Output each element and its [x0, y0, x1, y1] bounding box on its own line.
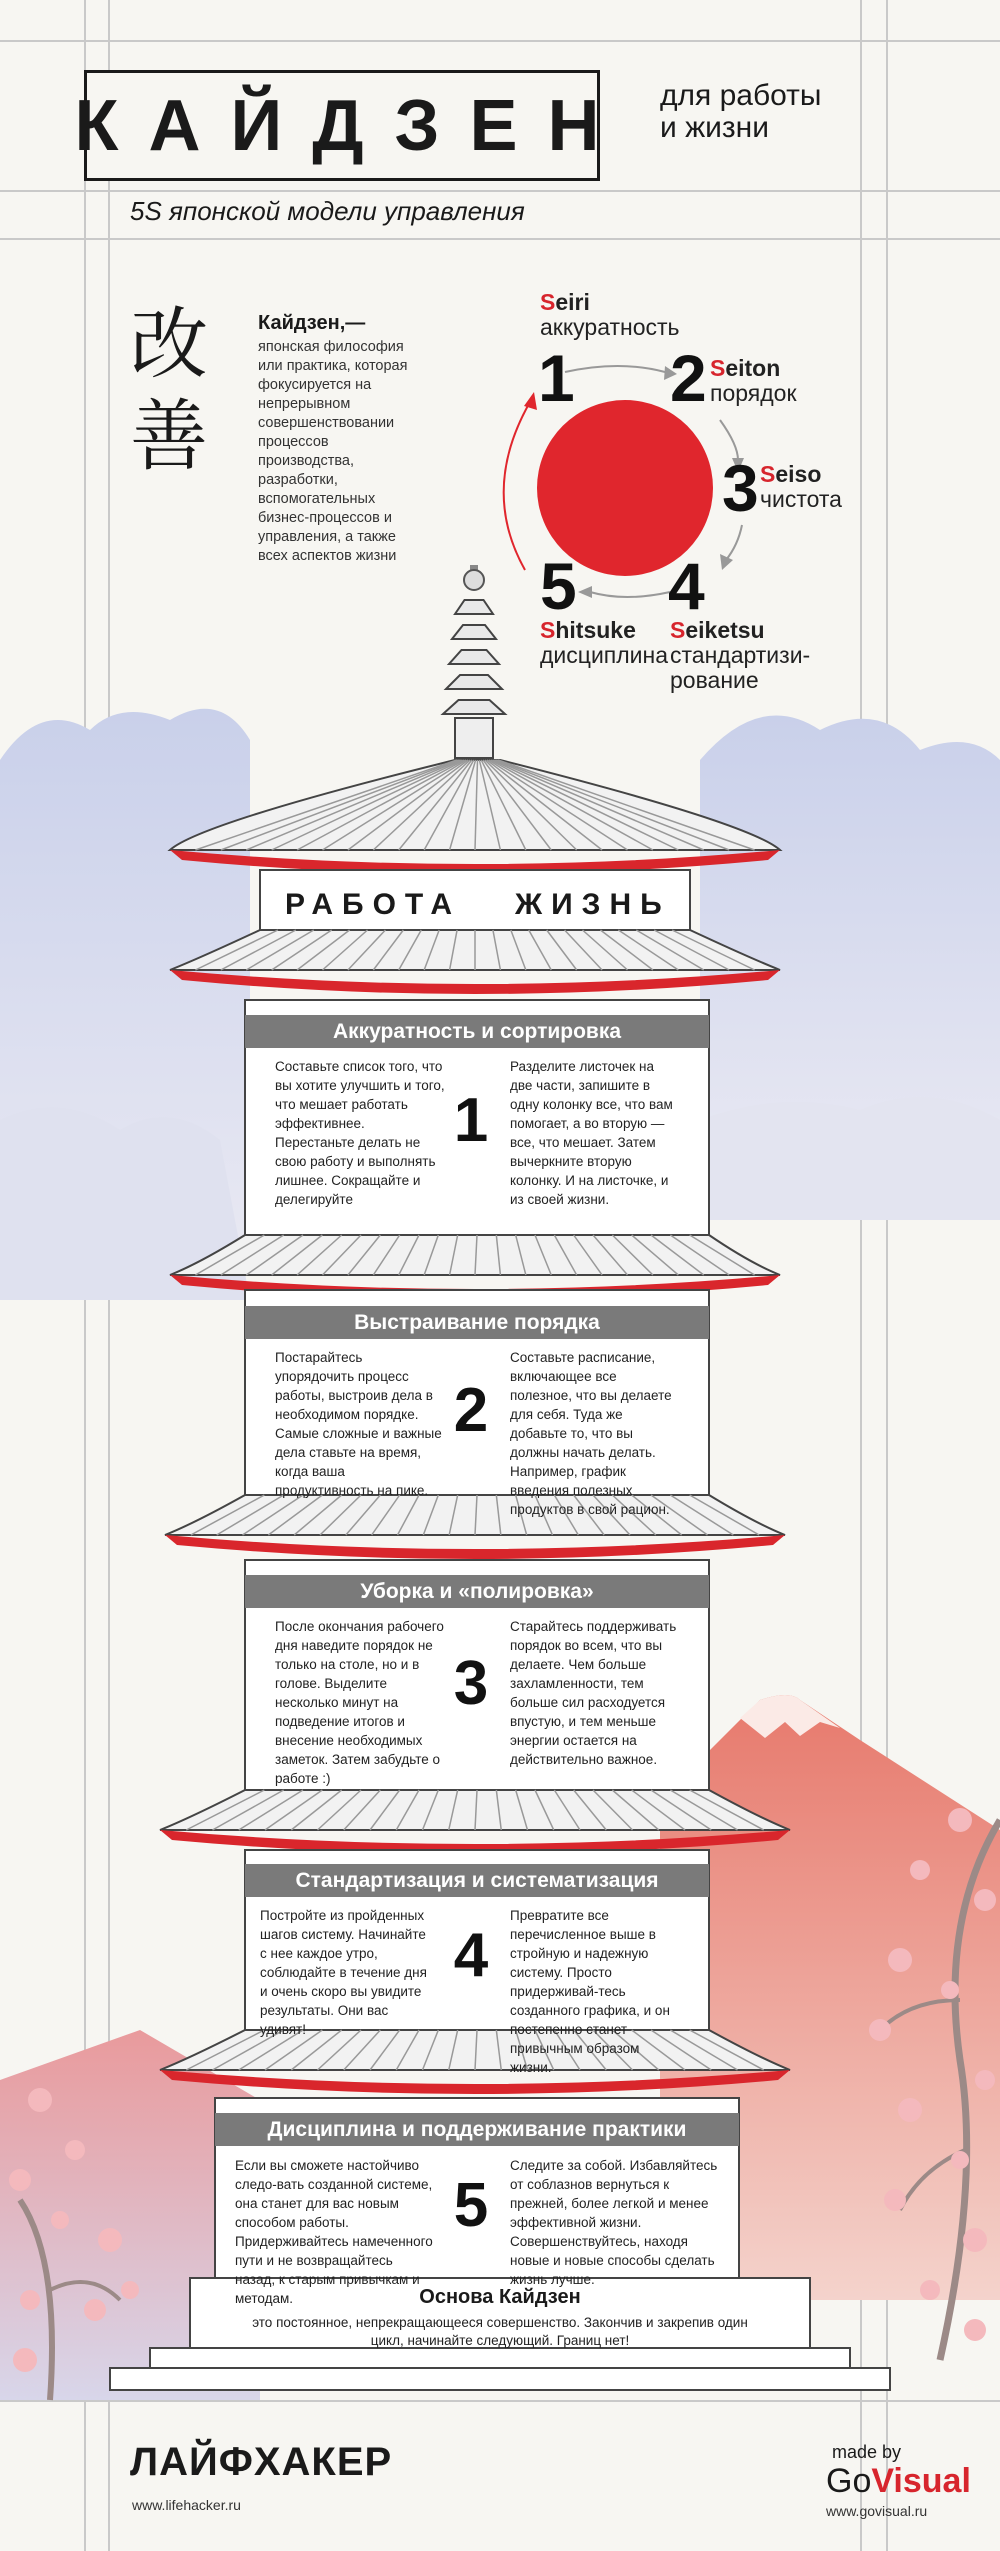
section-num-1: 1: [453, 1086, 489, 1155]
spire-ring: [446, 675, 502, 689]
step-name: hitsuke: [555, 617, 636, 643]
definition-text: японская философия или практика, которая фокусируется на непрерывном совершенствовании процессов производства, разработки, вспомогательных бизнес-процессов и управления, а также всех аспектов жизни: [258, 339, 408, 564]
govisual-visual: Visual: [871, 2462, 971, 2500]
spire-ring: [449, 650, 499, 664]
tagline: 5S японской модели управления: [130, 196, 525, 226]
section-header-1: Аккуратность и сортировка: [245, 1015, 709, 1048]
subtitle-line: для работы: [660, 79, 822, 112]
section-header-2: Выстраивание порядка: [245, 1306, 709, 1339]
section-work-4: Постройте из пройденных шагов систему. Начинайте с нее каждое утро, соблюдайте в течение дня и очень скоро вы увидите результаты. Они вас удивят!: [260, 1908, 427, 2037]
definition-term: Кайдзен,—: [258, 312, 366, 334]
lifehacker-logo[interactable]: ЛАЙФХАКЕР: [130, 2440, 393, 2484]
step-translation: аккуратность: [540, 314, 680, 340]
lifehacker-url[interactable]: www.lifehacker.ru: [132, 2497, 241, 2513]
step-name: eiketsu: [685, 617, 765, 643]
section-num-4: 4: [453, 1921, 489, 1990]
section-num-3: 3: [453, 1649, 489, 1718]
spire-ball: [464, 570, 484, 590]
section-life-1: Разделите листочек на две части, запишите в одну колонку все, что вам помогает, а во вторую — все, что мешает. Затем вычеркните вторую колонку. И на листочке, и из своей жизни.: [510, 1059, 673, 1207]
section-life-5: Следите за собой. Избавляйтесь от соблазнов вернуться к прежней, более легкой и менее эффективной жизни. Совершенствуйтесь, находя новые и новые способы сделать жизнь лучше.: [510, 2158, 718, 2287]
step-initial: S: [540, 289, 556, 315]
roof-eave: [165, 1535, 785, 1559]
pagoda-step: [150, 2348, 850, 2368]
kanji-kai: 改: [130, 300, 209, 390]
kanji-zen: 善: [130, 392, 209, 482]
cycle-num-2: 2: [670, 341, 707, 415]
section-life-4: Превратите все перечисленное выше в стройную и надежную систему. Просто придерживай-тесь созданного графика, и он постепенно станет привычным образом жизни.: [510, 1908, 670, 2075]
step-translation: порядок: [710, 380, 797, 406]
section-work-3: После окончания рабочего дня наведите порядок не только на столе, но и в голове. Выделите несколько минут на подведение итогов и внесение необходимых заметок. Затем забудьте о работе :): [275, 1619, 444, 1786]
made-by-label: made by: [832, 2442, 902, 2462]
cycle-num-5: 5: [540, 549, 577, 623]
step-translation: чистота: [760, 486, 842, 512]
spire-ring: [455, 600, 493, 614]
section-work-5: Если вы сможете настойчиво следо-вать созданной системе, она станет для вас новым способом работы. Придерживайтесь намеченного пути и не возвращайтесь назад, к старым привычкам и методам.: [235, 2158, 433, 2306]
section-header-3: Уборка и «полировка»: [245, 1575, 709, 1608]
section-work-1: Составьте список того, что вы хотите улучшить и того, что мешает работать эффективнее. Перестаньте делать не свою работу и выполнять лишнее. Сокращайте и делегируйте: [275, 1059, 445, 1207]
section-header-4: Стандартизация и систематизация: [245, 1864, 709, 1897]
roof-eave: [160, 2070, 790, 2094]
basis-text: это постоянное, непрекращающееся совершенство. Закончив и закрепив один цикл, начинайте следующий. Границ нет!: [252, 2315, 748, 2348]
section-num-5: 5: [453, 2171, 489, 2240]
cycle-num-1: 1: [538, 341, 575, 415]
step-name: eiton: [725, 355, 781, 381]
roof-eave: [170, 970, 780, 994]
section-header-5: Дисциплина и поддерживание практики: [215, 2113, 739, 2146]
pagoda-step: [110, 2368, 890, 2390]
step-initial: S: [710, 355, 726, 381]
cycle-num-4: 4: [668, 549, 705, 623]
label-life: ЖИЗНЬ: [515, 888, 671, 921]
section-num-2: 2: [453, 1376, 489, 1445]
section-life-2: Составьте расписание, включающее все полезное, что вы делаете для себя. Туда же добавьте то, что вы должны начать делать. Например, график введения полезных продуктов в свой рацион.: [510, 1350, 672, 1517]
step-initial: S: [760, 461, 776, 487]
spire-base: [455, 718, 493, 758]
basis-title: Основа Кайдзен: [419, 2286, 581, 2308]
label-work: РАБОТА: [285, 888, 462, 921]
section-work-2: Постарайтесь упорядочить процесс работы, выстроив дела в необходимом порядке. Самые сложные и важные дела ставьте на время, когда ваша продуктивность на пике.: [275, 1350, 442, 1498]
spire-ring: [452, 625, 496, 639]
subtitle-line: и жизни: [660, 111, 769, 144]
govisual-url[interactable]: www.govisual.ru: [826, 2503, 928, 2519]
spire-ring: [443, 700, 505, 714]
step-initial: S: [540, 617, 556, 643]
section-life-3: Старайтесь поддерживать порядок во всем, что вы делаете. Чем больше захламленности, тем больше сил расходуется впустую, и тем меньше энергии остается на действительно важное.: [510, 1619, 677, 1767]
cycle-num-3: 3: [722, 451, 759, 525]
step-name: eiri: [555, 289, 590, 315]
step-name: eiso: [775, 461, 822, 487]
step-translation: дисциплина: [540, 642, 669, 668]
page-title: КАЙДЗЕН: [74, 85, 630, 166]
step-translation: рование: [670, 667, 759, 693]
govisual-go: Go: [826, 2462, 872, 2500]
govisual-logo[interactable]: [826, 2462, 971, 2501]
step-translation: стандартизи-: [670, 642, 811, 668]
step-initial: S: [670, 617, 686, 643]
